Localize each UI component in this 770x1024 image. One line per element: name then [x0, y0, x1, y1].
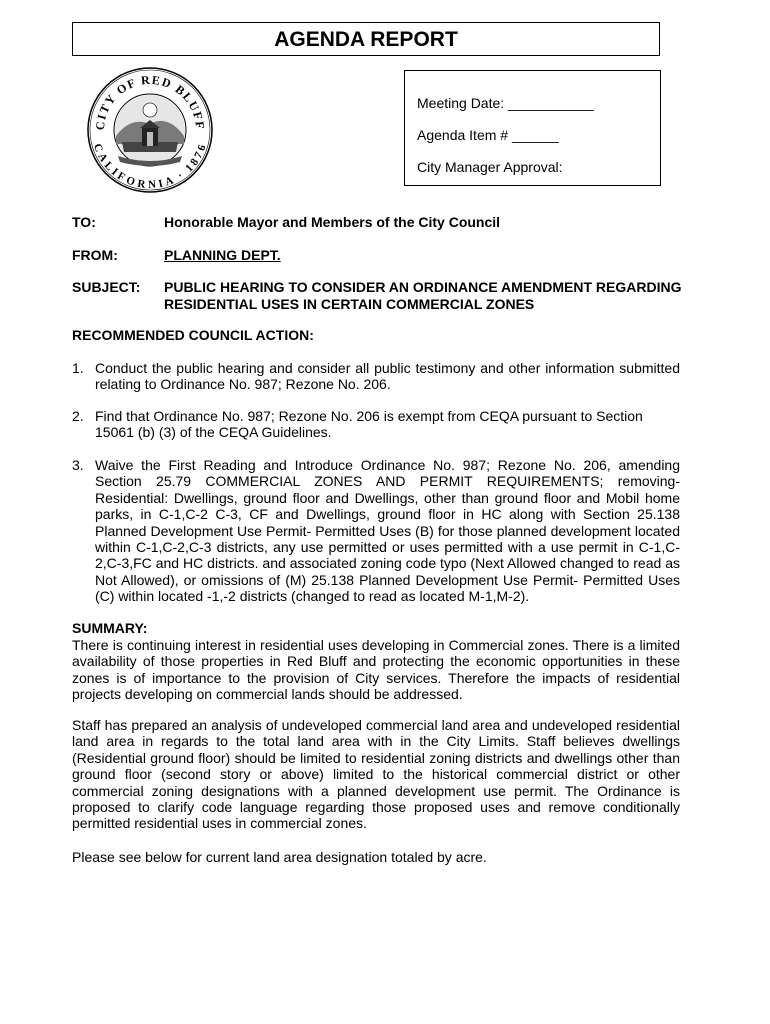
- subject-line-1: PUBLIC HEARING TO CONSIDER AN ORDINANCE AMENDMENT REGARDING: [164, 279, 682, 295]
- agenda-item-number: Agenda Item # ______: [417, 127, 559, 143]
- city-seal: [86, 66, 214, 194]
- summary-paragraph-1: There is continuing interest in residential uses developing in Commercial zones. There is a limited availability of those properties in Red Bluff and protecting the economic opportunities in these zones is of importance to the provision of City services. Therefore the impacts of residential projects developing on commercial lands should be addressed.: [72, 637, 680, 703]
- from-label: FROM:: [72, 247, 118, 263]
- page-title: AGENDA REPORT: [274, 28, 458, 51]
- to-value: Honorable Mayor and Members of the City Council: [164, 214, 501, 230]
- subject-label: SUBJECT:: [72, 279, 141, 295]
- title-box: [72, 22, 660, 56]
- to-label: TO:: [72, 214, 96, 230]
- action-item-number: 1.: [72, 360, 84, 376]
- seal-top-text: CITY OF RED BLUFF: [92, 72, 208, 131]
- action-item-text: Find that Ordinance No. 987; Rezone No. 206 is exempt from CEQA pursuant to Section 15061 (b) (3) of the CEQA Guidelines.: [95, 408, 643, 441]
- meeting-info-box: [404, 70, 661, 186]
- action-item-3: [72, 457, 680, 605]
- from-value: PLANNING DEPT.: [164, 247, 281, 263]
- summary-paragraph-3: Please see below for current land area designation totaled by acre.: [72, 849, 487, 865]
- seal-bottom-text: CALIFORNIA · 1876: [90, 141, 210, 192]
- action-item-text: Waive the First Reading and Introduce Ordinance No. 987; Rezone No. 206, amending Section 25.79 COMMERCIAL ZONES AND PERMIT REQUIREMENTS; removing-Residential: Dwellings, ground floor and Dwellings, other than ground floor and Mobil home parks, in C-1,C-2 C-3, CF and Dwellings, ground floor in HC along with Section 25.138 Planned Development Use Permit- Permitted Uses (B) for those planned development located within C-1,C-2,C-3 districts, any use permitted or uses permitted with a use permit in C-1,C-2,C-3,FC and HC districts. and associated zoning code typo (Next Allowed changed to read as Not Allowed), or omissions of (M) 25.138 Planned Development Use Permit- Permitted Uses (C) within located -1,-2 districts (changed to read as located M-1,M-2).: [95, 457, 680, 605]
- action-item-text: Conduct the public hearing and consider all public testimony and other information submitted relating to Ordinance No. 987; Rezone No. 206.: [95, 360, 680, 393]
- action-item-1: [72, 360, 680, 393]
- action-item-number: 3.: [72, 457, 84, 473]
- subject-line-2: RESIDENTIAL USES IN CERTAIN COMMERCIAL ZONES: [164, 296, 535, 312]
- summary-paragraph-2: Staff has prepared an analysis of undeveloped commercial land area and undeveloped residential land area in regards to the total land area with in the City Limits. Staff believes dwellings (Residential ground floor) should be limited to residential zoning districts and dwellings other than ground floor (second story or above) limited to the historical commercial district or other commercial zoning designations with a planned development use permit. The Ordinance is proposed to clarify code language regarding those proposed uses and remove conditionally permitted residential uses in commercial zones.: [72, 717, 680, 832]
- recommended-action-heading: RECOMMENDED COUNCIL ACTION:: [72, 327, 314, 343]
- city-manager-approval: City Manager Approval:: [417, 159, 563, 175]
- meeting-date: Meeting Date: ___________: [417, 95, 594, 111]
- summary-heading: SUMMARY:: [72, 620, 148, 636]
- seal-emblem-icon: [115, 95, 185, 166]
- action-item-number: 2.: [72, 408, 84, 424]
- action-item-2: [72, 408, 680, 441]
